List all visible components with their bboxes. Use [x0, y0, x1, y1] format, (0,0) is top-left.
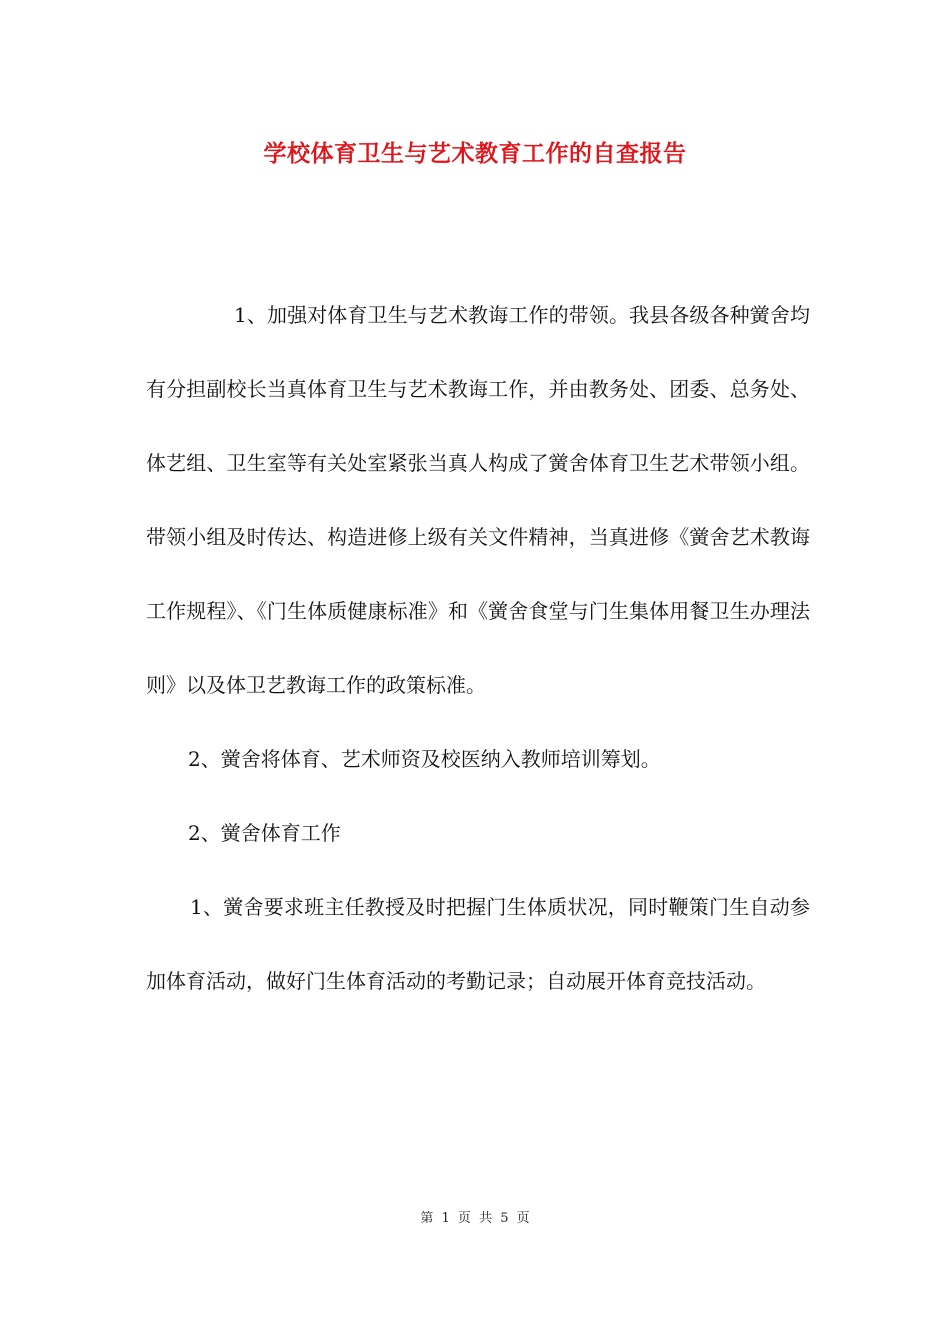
paragraph-1: 1、加强对体育卫生与艺术教诲工作的带领。我县各级各种黉舍均有分担副校长当真体育卫生与艺术教诲工作，并由教务处、团委、总务处、体艺组、卫生室等有关处室紧张当真人构成了黉舍体育卫生艺术带领小组。带领小组及时传达、构造进修上级有关文件精神，当真进修《黉舍艺术教诲工作规程》、《门生体质健康标准》和《黉舍食堂与门生集体用餐卫生办理法则》以及体卫艺教诲工作的政策标准。 [146, 303, 810, 697]
paragraph-3: 2、黉舍体育工作 [188, 821, 341, 845]
document-title: 学校体育卫生与艺术教育工作的自查报告 [263, 140, 687, 167]
paragraph-4: 1、黉舍要求班主任教授及时把握门生体质状况，同时鞭策门生自动参加体育活动，做好门生体育活动的考勤记录；自动展开体育竞技活动。 [146, 895, 810, 993]
document-body [146, 278, 810, 1018]
page-number-footer: 第 1 页 共 5 页 [420, 1211, 530, 1226]
paragraph-2: 2、黉舍将体育、艺术师资及校医纳入教师培训筹划。 [188, 747, 661, 771]
